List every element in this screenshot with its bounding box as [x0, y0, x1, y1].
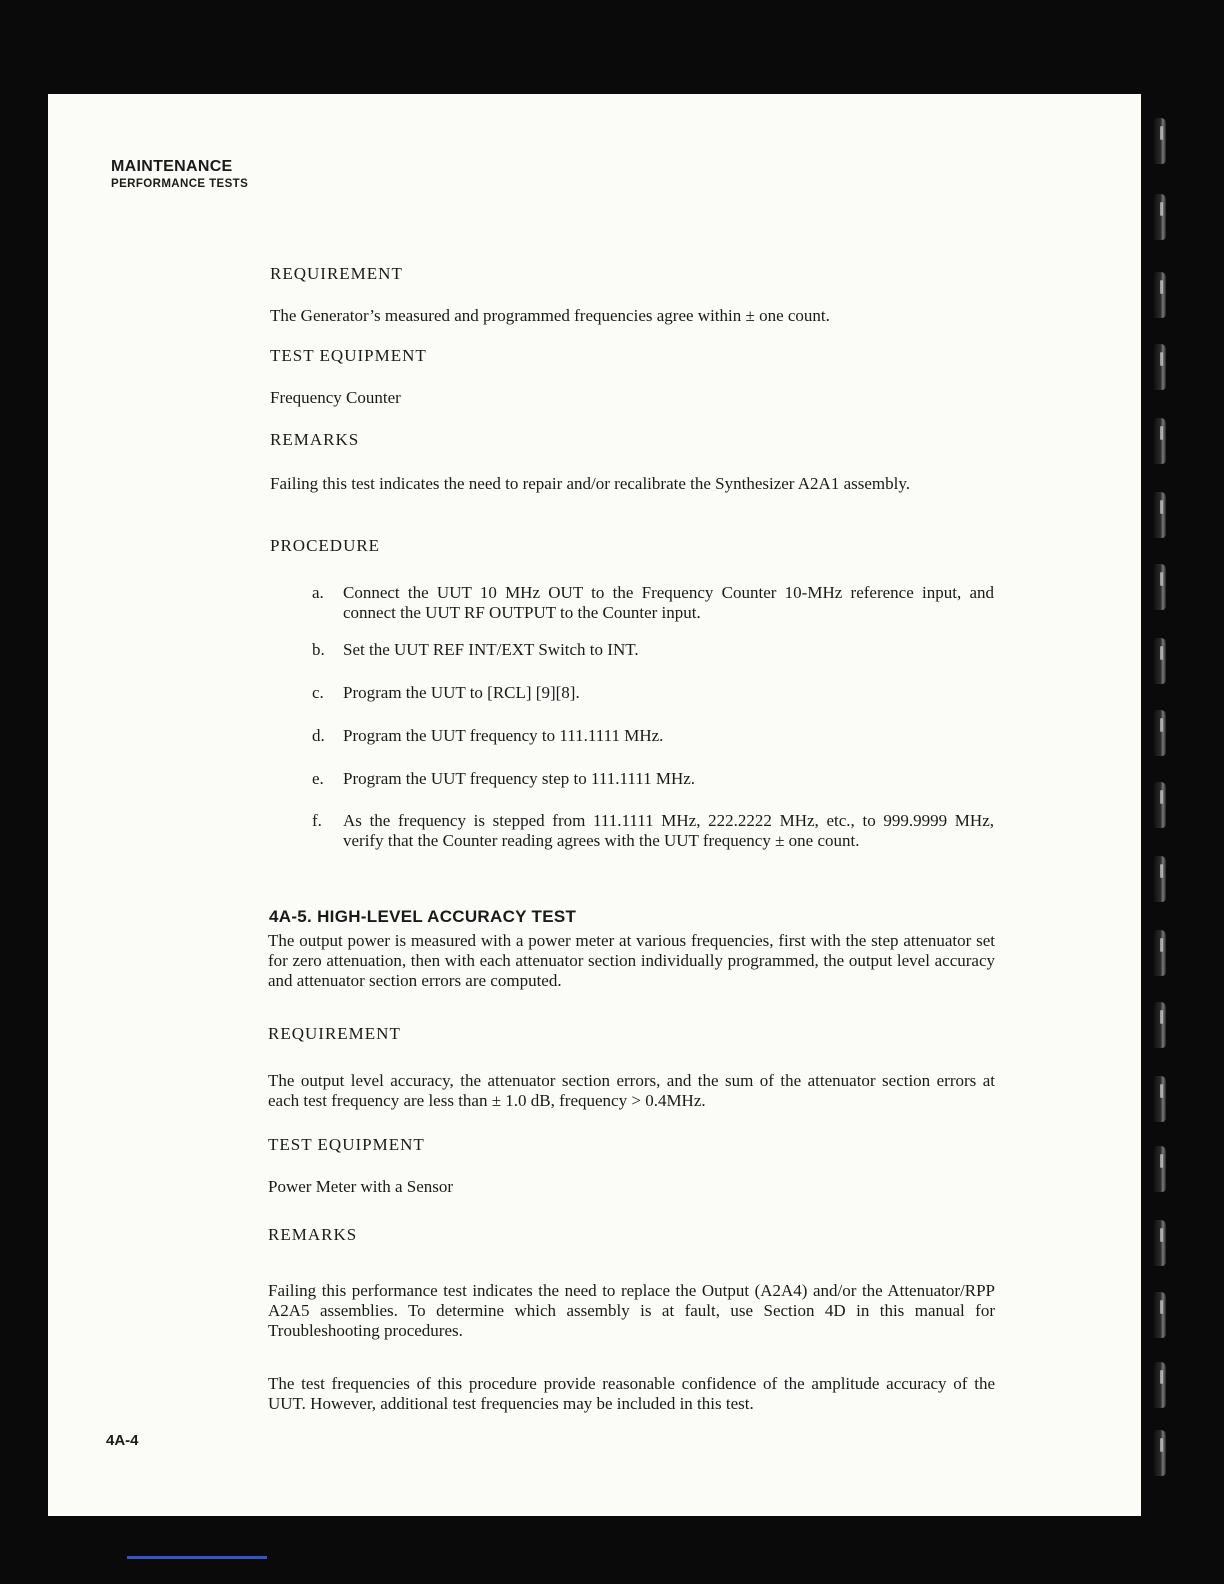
binder-ring-icon — [1154, 118, 1166, 164]
step-b-text: Set the UUT REF INT/EXT Switch to INT. — [343, 640, 639, 659]
binder-rings — [1152, 94, 1182, 1516]
step-e-letter: e. — [312, 769, 324, 788]
binder-ring-icon — [1154, 492, 1166, 538]
running-header-title: MAINTENANCE — [111, 158, 233, 175]
section-test-equipment-heading: TEST EQUIPMENT — [268, 1135, 425, 1154]
manual-page — [48, 94, 1141, 1516]
scan-edge-strip — [127, 1556, 267, 1559]
binder-ring-icon — [1154, 272, 1166, 318]
binder-ring-icon — [1154, 856, 1166, 902]
binder-ring-icon — [1154, 930, 1166, 976]
binder-ring-icon — [1154, 1220, 1166, 1266]
section-intro: The output power is measured with a power meter at various frequencies, first with the step attenuator set for zero attenuation, then with each attenuator section individually programmed, the output level accuracy and attenuator section errors are computed. — [268, 931, 995, 990]
binder-ring-icon — [1154, 418, 1166, 464]
section-requirement-text: The output level accuracy, the attenuator section errors, and the sum of the attenuator section errors at each test frequency are less than ± 1.0 dB, frequency > 0.4MHz. — [268, 1071, 995, 1110]
running-header-subtitle: PERFORMANCE TESTS — [111, 178, 249, 190]
binder-ring-icon — [1154, 1292, 1166, 1338]
step-a-text: Connect the UUT 10 MHz OUT to the Frequency Counter 10-MHz reference input, and connect the UUT RF OUTPUT to the Counter input. — [343, 583, 994, 622]
step-e-text: Program the UUT frequency step to 111.1111 MHz. — [343, 769, 696, 788]
binder-ring-icon — [1154, 638, 1166, 684]
binder-ring-icon — [1154, 564, 1166, 610]
step-f-text: As the frequency is stepped from 111.1111 MHz, 222.2222 MHz, etc., to 999.9999 MHz, verify that the Counter reading agrees with the UUT frequency ± one count. — [343, 811, 994, 850]
section-remarks-text-2: The test frequencies of this procedure provide reasonable confidence of the amplitude accuracy of the UUT. However, additional test frequencies may be included in this test. — [268, 1374, 995, 1413]
step-c-letter: c. — [312, 683, 324, 702]
remarks-heading: REMARKS — [270, 430, 360, 449]
requirement-heading: REQUIREMENT — [270, 264, 403, 283]
binder-ring-icon — [1154, 782, 1166, 828]
step-f-letter: f. — [312, 811, 322, 830]
binder-ring-icon — [1154, 1430, 1166, 1476]
section-remarks-heading: REMARKS — [268, 1225, 358, 1244]
section-remarks-text-1: Failing this performance test indicates the need to replace the Output (A2A4) and/or the Attenuator/RPP A2A5 assemblies. To determine which assembly is at fault, use Section 4D in this manual for Troubleshooting procedures. — [268, 1281, 995, 1340]
binder-ring-icon — [1154, 1002, 1166, 1048]
binder-ring-icon — [1154, 194, 1166, 240]
step-a-letter: a. — [312, 583, 324, 602]
binder-ring-icon — [1154, 344, 1166, 390]
test-equipment-heading: TEST EQUIPMENT — [270, 346, 427, 365]
step-b-letter: b. — [312, 640, 325, 659]
binder-ring-icon — [1154, 1076, 1166, 1122]
section-title: 4A-5. HIGH-LEVEL ACCURACY TEST — [269, 907, 577, 926]
binder-ring-icon — [1154, 1146, 1166, 1192]
test-equipment-text: Frequency Counter — [270, 388, 401, 407]
step-d-text: Program the UUT frequency to 111.1111 MHz. — [343, 726, 664, 745]
page-number: 4A-4 — [106, 1432, 139, 1449]
requirement-text: The Generator’s measured and programmed frequencies agree within ± one count. — [270, 306, 830, 325]
step-d-letter: d. — [312, 726, 325, 745]
binder-ring-icon — [1154, 1362, 1166, 1408]
section-requirement-heading: REQUIREMENT — [268, 1024, 401, 1043]
procedure-heading: PROCEDURE — [270, 536, 381, 555]
section-test-equipment-text: Power Meter with a Sensor — [268, 1177, 454, 1196]
step-c-text: Program the UUT to [RCL] [9][8]. — [343, 683, 580, 702]
remarks-text: Failing this test indicates the need to repair and/or recalibrate the Synthesizer A2A1 assembly. — [270, 474, 910, 493]
binder-ring-icon — [1154, 710, 1166, 756]
